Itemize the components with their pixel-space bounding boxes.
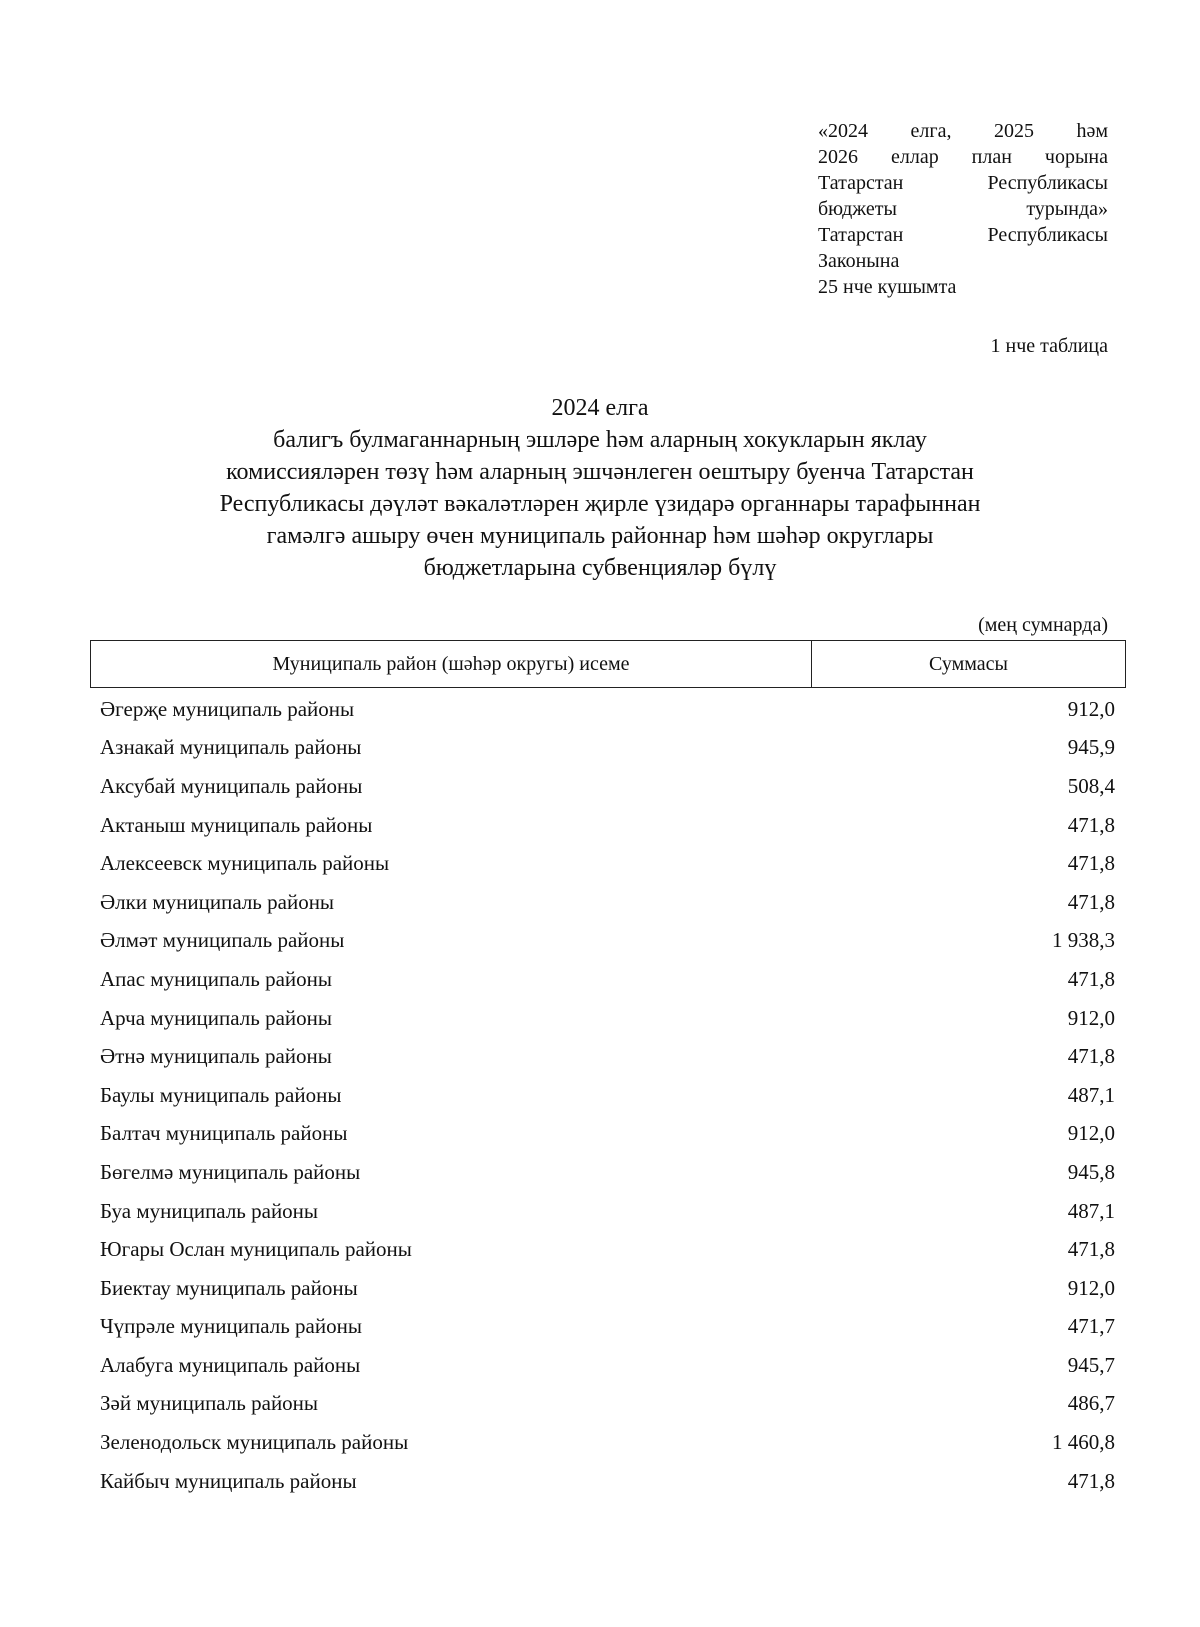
table-row xyxy=(100,767,1115,806)
row-sum: 486,7 xyxy=(1067,1391,1115,1416)
row-sum: 471,8 xyxy=(1067,966,1115,991)
row-sum: 471,7 xyxy=(1067,1314,1115,1339)
table-row xyxy=(100,960,1115,999)
row-name: Зеленодольск муниципаль районы xyxy=(100,1430,409,1455)
header-sum-column: Суммасы xyxy=(929,652,1008,675)
annex-line: Законына xyxy=(818,250,900,272)
row-name: Алексеевск муниципаль районы xyxy=(100,851,390,876)
row-name: Зәй муниципаль районы xyxy=(100,1391,319,1416)
row-name: Аксубай муниципаль районы xyxy=(100,773,363,798)
table-row xyxy=(100,1192,1115,1231)
table-row xyxy=(100,883,1115,922)
table-row xyxy=(100,1423,1115,1462)
row-name: Актаныш муниципаль районы xyxy=(100,812,373,837)
table-row xyxy=(100,1462,1115,1501)
table-number: 1 нче таблица xyxy=(990,335,1108,357)
row-name: Баулы муниципаль районы xyxy=(100,1082,342,1107)
annex-line: 25 нче кушымта xyxy=(818,276,957,298)
header-name-column: Муниципаль район (шәһәр округы) исеме xyxy=(91,641,812,687)
row-sum: 912,0 xyxy=(1067,696,1115,721)
row-name: Алабуга муниципаль районы xyxy=(100,1352,361,1377)
row-sum: 471,8 xyxy=(1067,812,1115,837)
row-sum: 1 460,8 xyxy=(1052,1430,1115,1455)
table-row xyxy=(100,1346,1115,1385)
row-name: Чүпрәле муниципаль районы xyxy=(100,1314,362,1339)
row-name: Буа муниципаль районы xyxy=(100,1198,319,1223)
annex-note xyxy=(818,118,1108,300)
table-row xyxy=(100,1153,1115,1192)
title-line: бюджетларына субвенцияләр бүлү xyxy=(423,555,777,581)
row-name: Азнакай муниципаль районы xyxy=(100,735,362,760)
row-sum: 471,8 xyxy=(1067,851,1115,876)
title-line: комиссияләрен төзү һәм аларның эшчәнлеген оештыру буенча Татарстан xyxy=(226,459,974,485)
row-sum: 1 938,3 xyxy=(1052,928,1115,953)
row-sum: 912,0 xyxy=(1067,1275,1115,1300)
row-name: Әгерҗе муниципаль районы xyxy=(100,696,355,721)
row-sum: 945,7 xyxy=(1067,1352,1115,1377)
row-sum: 912,0 xyxy=(1067,1005,1115,1030)
row-name: Апас муниципаль районы xyxy=(100,966,332,991)
table-row xyxy=(100,1385,1115,1424)
table-row xyxy=(100,922,1115,961)
title-line: 2024 елга xyxy=(551,395,649,421)
row-sum: 471,8 xyxy=(1067,1237,1115,1262)
annex-line: 2026 еллар план чорына xyxy=(818,146,1108,168)
table-row xyxy=(100,1269,1115,1308)
annex-line: бюджеты турында» xyxy=(818,198,1108,220)
annex-line: Татарстан Республикасы xyxy=(818,172,1108,194)
table-row xyxy=(100,1076,1115,1115)
title-line: гамәлгә ашыру өчен муниципаль районнар һәм шәһәр округлары xyxy=(266,523,934,549)
row-name: Арча муниципаль районы xyxy=(100,1005,332,1030)
title-line: Республикасы дәүләт вәкаләтләрен җирле үзидарә органнары тарафыннан xyxy=(219,491,981,517)
units-note: (мең сумнарда) xyxy=(978,614,1108,636)
table-row xyxy=(100,1115,1115,1154)
annex-line: Татарстан Республикасы xyxy=(818,224,1108,246)
row-sum: 945,9 xyxy=(1067,735,1115,760)
row-sum: 487,1 xyxy=(1067,1198,1115,1223)
title-line: балигъ булмаганнарның эшләре һәм аларның хокукларын яклау xyxy=(273,427,927,453)
row-name: Кайбыч муниципаль районы xyxy=(100,1468,357,1493)
row-sum: 912,0 xyxy=(1067,1121,1115,1146)
table-row xyxy=(100,806,1115,845)
document-title xyxy=(140,392,1060,584)
row-name: Югары Ослан муниципаль районы xyxy=(100,1237,412,1262)
annex-line: «2024 елга, 2025 һәм xyxy=(818,120,1108,142)
table-row xyxy=(100,690,1115,729)
table-row xyxy=(100,844,1115,883)
table-body xyxy=(100,690,1115,1500)
row-name: Биектау муниципаль районы xyxy=(100,1275,358,1300)
table-row xyxy=(100,1230,1115,1269)
row-sum: 471,8 xyxy=(1067,1468,1115,1493)
row-sum: 945,8 xyxy=(1067,1159,1115,1184)
table-row xyxy=(100,999,1115,1038)
table-header xyxy=(90,640,1126,688)
table-row xyxy=(100,1308,1115,1347)
table-row xyxy=(100,729,1115,768)
table-row xyxy=(100,1037,1115,1076)
row-name: Балтач муниципаль районы xyxy=(100,1121,348,1146)
row-name: Бөгелмә муниципаль районы xyxy=(100,1159,361,1184)
row-sum: 471,8 xyxy=(1067,1044,1115,1069)
row-sum: 487,1 xyxy=(1067,1082,1115,1107)
row-name: Әлки муниципаль районы xyxy=(100,889,335,914)
row-name: Әтнә муниципаль районы xyxy=(100,1044,332,1069)
row-sum: 508,4 xyxy=(1067,773,1115,798)
row-name: Әлмәт муниципаль районы xyxy=(100,928,345,953)
row-sum: 471,8 xyxy=(1067,889,1115,914)
